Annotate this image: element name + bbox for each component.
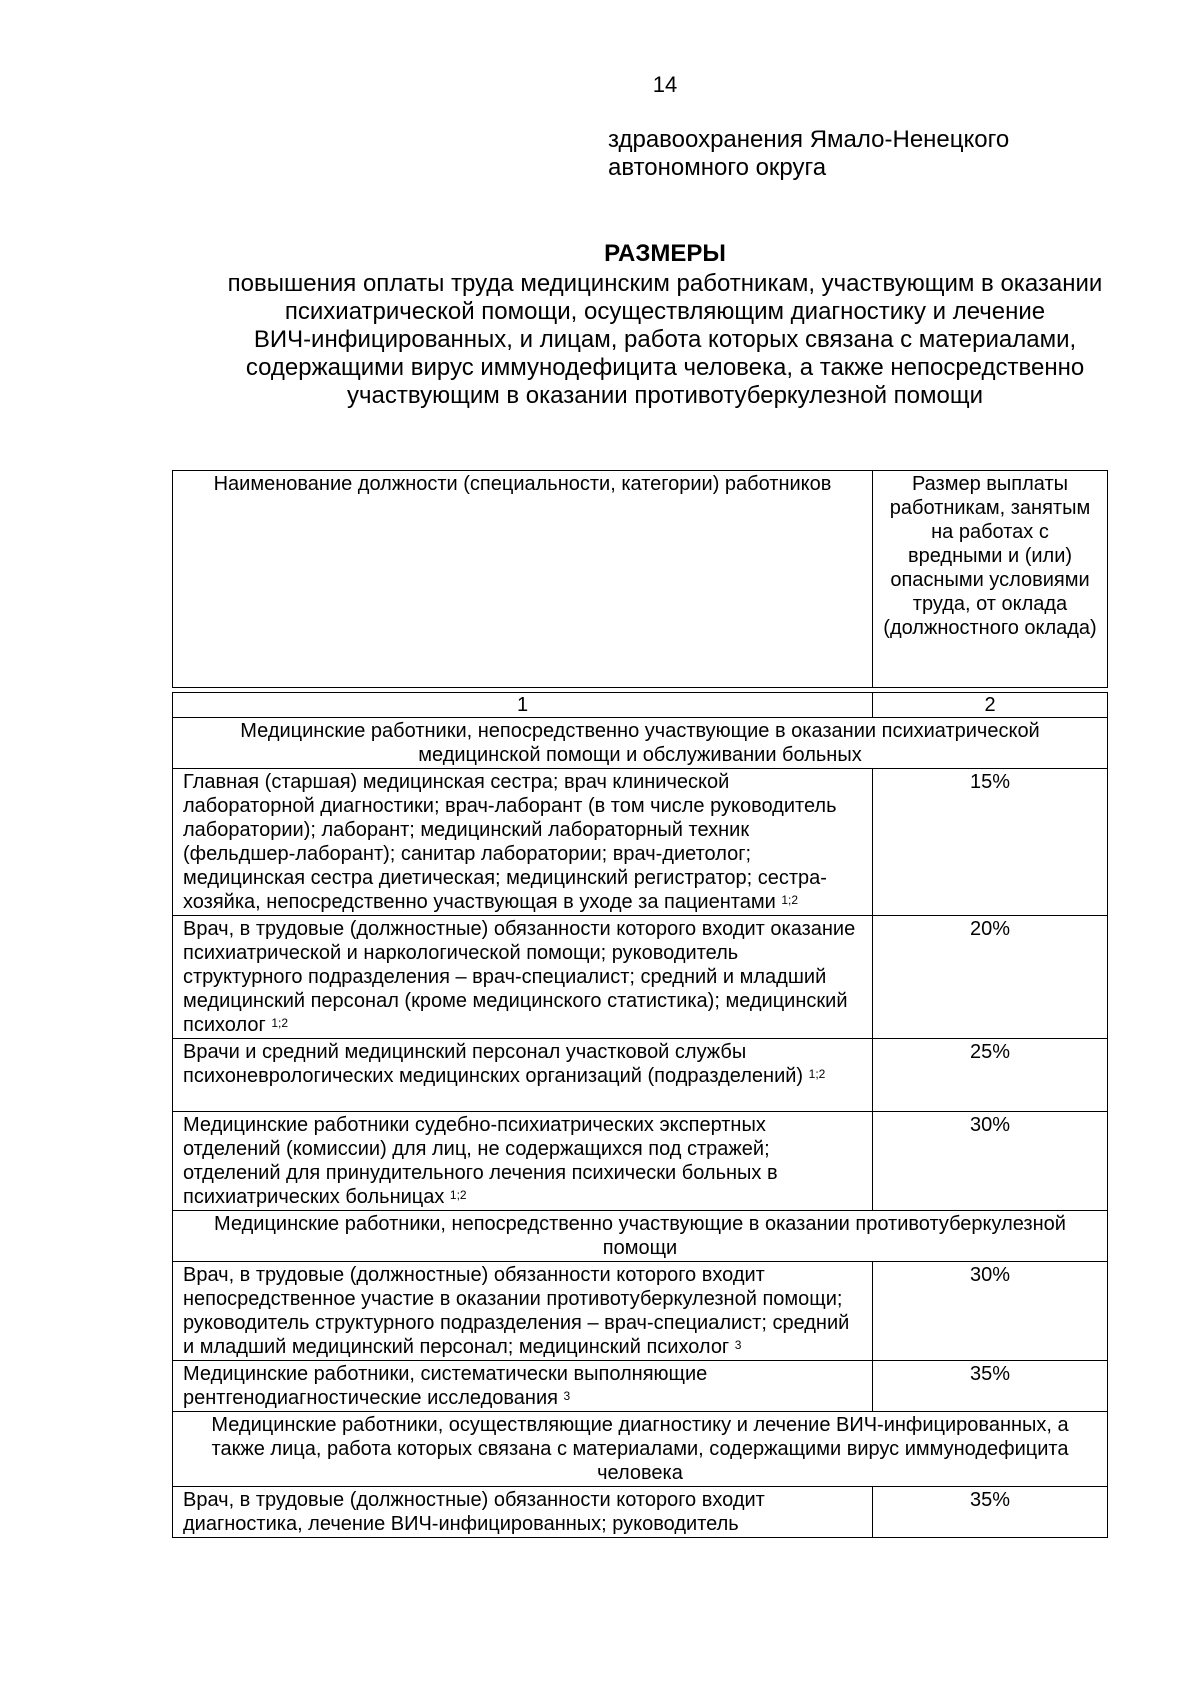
position-text: Врач, в трудовые (должностные) обязанности которого входит диагностика, лечение ВИЧ-инфицированных; руководитель [183,1489,765,1535]
column-number: 1 [173,693,873,718]
document-title: РАЗМЕРЫ [604,240,726,267]
footnote-ref: 1;2 [449,1188,467,1202]
section-title: Медицинские работники, осуществляющие диагностику и лечение ВИЧ-инфицированных, а также лица, работа которых связана с материалами, содержащими вирус иммунодефицита человека [173,1412,1108,1487]
position-cell [173,1361,873,1412]
table-row [173,1039,1108,1112]
footnote-ref: 1;2 [781,893,798,907]
position-text: Врач, в трудовые (должностные) обязанности которого входит оказание психиатрической и наркологической помощи; руководитель структурного подразделения – врач-специалист; средний и младший медицинский персонал (кроме медицинского статистика); медицинский психолог [183,918,856,1036]
subtitle-line: участвующим в оказании противотуберкулезной помощи [347,382,983,409]
footnote-ref: 1;2 [808,1067,826,1081]
section-header-row [173,1412,1108,1487]
rate-cell: 20% [873,916,1108,1039]
header-line-1: здравоохранения Ямало-Ненецкого [608,126,1010,153]
header-line-2: автономного округа [608,154,827,181]
column-number: 2 [873,693,1108,718]
table-row [173,769,1108,916]
position-text: Медицинские работники судебно-психиатрических экспертных отделений (комиссии) для лиц, не содержащихся под стражей; отделений для принудительного лечения психически больных в психиатрических больницах [183,1114,778,1208]
table-row [173,1487,1108,1538]
section-header-row [173,1211,1108,1262]
rate-cell: 25% [873,1039,1108,1112]
footnote-ref: 3 [734,1338,742,1352]
subtitle-line: ВИЧ-инфицированных, и лицам, работа которых связана с материалами, [253,326,1077,353]
section-title: Медицинские работники, непосредственно участвующие в оказании противотуберкулезной помощи [173,1211,1108,1262]
position-text: Врачи и средний медицинский персонал участковой службы психоневрологических медицинских организаций (подразделений) [183,1041,804,1087]
position-cell [173,1112,873,1211]
rate-cell: 30% [873,1112,1108,1211]
position-cell [173,769,873,916]
position-cell [173,1262,873,1361]
rate-cell: 35% [873,1487,1108,1538]
subtitle-line: содержащими вирус иммунодефицита человека, а также непосредственно [245,354,1085,381]
header-rate-cell: Размер выплаты работникам, занятым на работах с вредными и (или) опасными условиями труда, от оклада (должностного оклада) [873,471,1108,688]
subtitle-line: повышения оплаты труда медицинским работникам, участвующим в оказании [227,270,1103,297]
table-row [173,916,1108,1039]
section-title: Медицинские работники, непосредственно участвующие в оказании психиатрической медицинской помощи и обслуживании больных [173,718,1108,769]
header-name-cell: Наименование должности (специальности, категории) работников [173,471,873,688]
table-header-row [173,471,1108,688]
position-cell [173,916,873,1039]
table-row [173,1112,1108,1211]
header-org [608,126,1009,182]
rate-cell: 30% [873,1262,1108,1361]
rates-table [172,470,1108,1538]
subtitle-line: психиатрической помощи, осуществляющим диагностику и лечение [284,298,1046,325]
section-header-row [173,718,1108,769]
footnote-ref: 1;2 [271,1016,289,1030]
rate-cell: 15% [873,769,1108,916]
page-number: 14 [652,72,678,97]
position-text: Врач, в трудовые (должностные) обязанности которого входит непосредственное участие в оказании противотуберкулезной помощи; руководитель структурного подразделения – врач-специалист; средний и младший медицинский персонал; медицинский психолог [183,1264,850,1358]
rate-cell: 35% [873,1361,1108,1412]
column-number-row [173,693,1108,718]
position-text: Главная (старшая) медицинская сестра; врач клинической лабораторной диагностики; врач-лаборант (в том числе руководитель лаборатории); лаборант; медицинский лабораторный техник (фельдшер-лаборант); санитар лаборатории; врач-диетолог; медицинская сестра диетическая; медицинский регистратор; сестра-хозяйка, непосредственно участвующая в уходе за пациентами [183,771,837,913]
table-row [173,1262,1108,1361]
position-cell [173,1039,873,1112]
footnote-ref: 3 [563,1389,571,1403]
document-subtitle [150,270,1180,410]
table-row [173,1361,1108,1412]
position-text: Медицинские работники, систематически выполняющие рентгенодиагностические исследования [183,1363,708,1409]
position-cell [173,1487,873,1538]
